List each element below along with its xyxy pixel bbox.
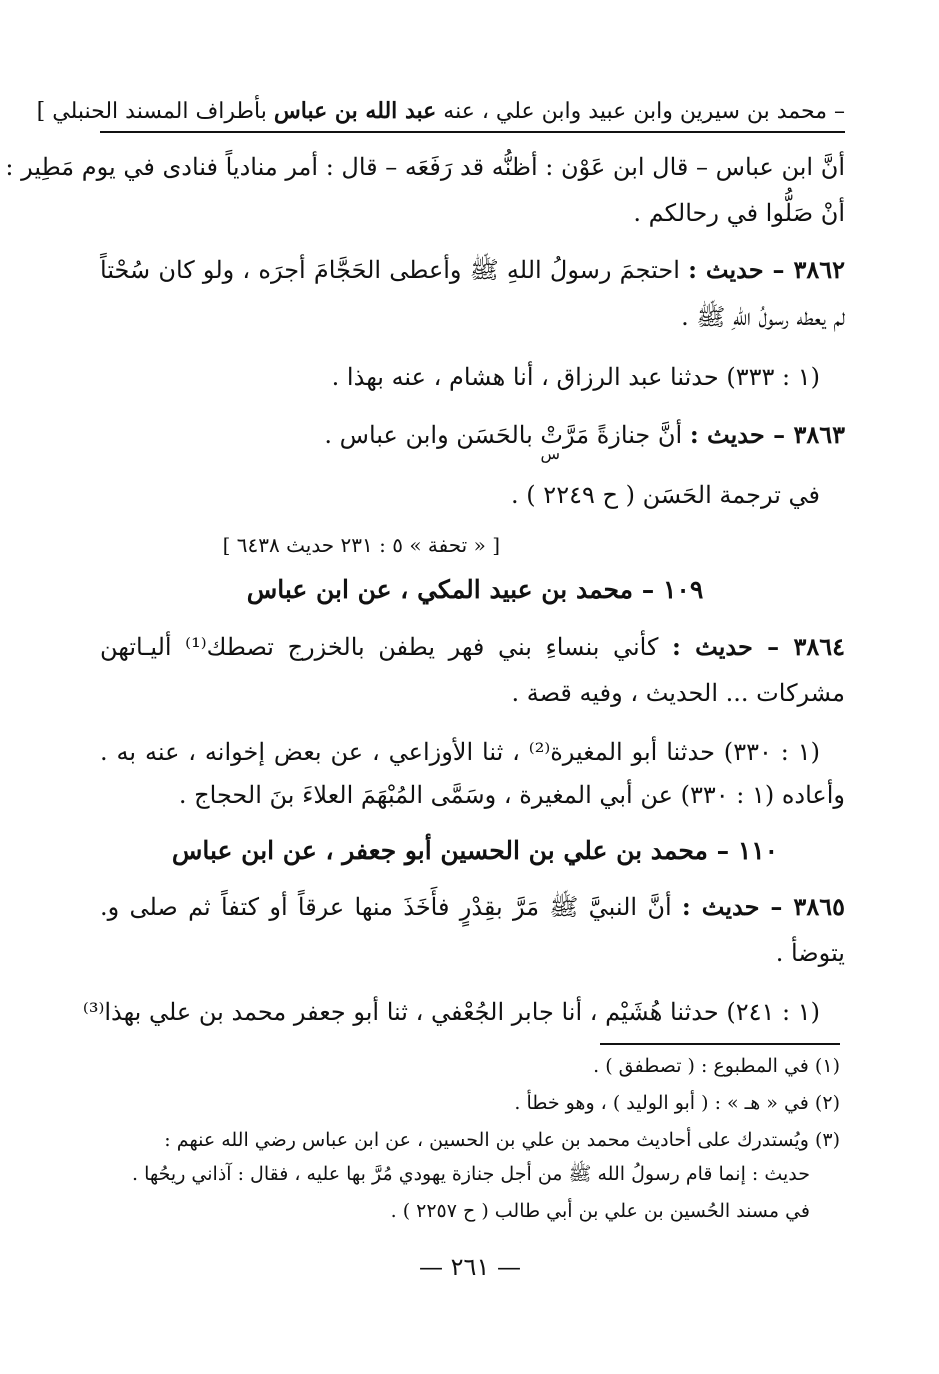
footnote-3-hadith: حديث : إنما قام رسولُ الله ﷺ من أجل جنازة يهودي مُرَّ بها عليه ، فقال : آذاني ريحُها .	[132, 1163, 810, 1185]
isnad-line: (١ : ٢٤١) حدثنا هُشَيْم ، أنا جابر الجُعْفي ، ثنا أبو جعفر محمد بن علي بهذا⁽³⁾	[82, 998, 820, 1026]
hadith-text: أنَّ جنازةً مَرَّتْ بالحَسَن وابن عباس .	[324, 421, 683, 449]
text-line: أنْ صَلُّوا في رحالكم .	[633, 199, 845, 227]
text-line: لم يعطه رسولُ اللهِ ﷺ .	[681, 303, 845, 331]
header-right: – محمد بن سيرين وابن عبيد وابن علي ، عنه	[443, 99, 845, 124]
siglum-mark: س	[540, 444, 560, 463]
footnote-3-reference: في مسند الحُسين بن علي بن أبي طالب ( ح ٢٢٥٧ ) .	[390, 1200, 810, 1222]
hadith-3862	[100, 253, 845, 287]
text-line: وأعاده (١ : ٣٣٠) عن أبي المغيرة ، وسَمَّى المُبْهَمَ العلاءَ بنَ الحجاج .	[178, 781, 845, 809]
tuhfa-reference: [ « تحفة » ٥ : ٢٣١ حديث ٦٤٣٨ ]	[222, 533, 500, 557]
hadith-text: كأني بنساءِ بني فهر يطفن بالخزرج تصطك⁽¹⁾ أليـاتهن	[100, 633, 659, 661]
hadith-text: أنَّ النبيَّ ﷺ مَرَّ بقِدْرٍ فأَخَذَ منها عرقاً أو كتفاً ثم صلى و.	[100, 893, 672, 921]
text-line: أنَّ ابن عباس – قال ابن عَوْن : أظنُّه قد رَفَعَه – قال : أمر منادياً فنادى في يوم مَطِير :	[5, 153, 845, 181]
footnote-rule	[600, 1043, 840, 1045]
page-number: — ٢٦١ —	[419, 1253, 521, 1281]
isnad-line: (١ : ٣٣٣) حدثنا عبد الرزاق ، أنا هشام ، عنه بهذا .	[331, 363, 820, 391]
hadith-3865	[100, 890, 845, 924]
hadith-number: ٣٨٦٥ – حديث :	[681, 892, 845, 921]
footnote-1: (١) في المطبوع : ( تصطفق ) .	[593, 1055, 840, 1077]
text-line: في ترجمة الحَسَن ( ح ٢٢٤٩ ) .	[511, 481, 820, 509]
text-line: يتوضأ .	[775, 939, 845, 967]
section-heading-109: ١٠٩ – محمد بن عبيد المكي ، عن ابن عباس	[246, 575, 704, 604]
header-left: بأطراف المسند الحنبلي ]	[36, 99, 267, 124]
header-rule	[100, 131, 845, 133]
isnad-line: (١ : ٣٣٠) حدثنا أبو المغيرة⁽²⁾ ، ثنا الأوزاعي ، عن بعض إخوانه ، عنه به .	[100, 738, 820, 766]
hadith-number: ٣٨٦٤ – حديث :	[671, 632, 845, 661]
running-header	[36, 94, 845, 129]
footnote-3: (٣) ويُستدرك على أحاديث محمد بن علي بن الحسين ، عن ابن عباس رضي الله عنهم :	[164, 1129, 840, 1151]
hadith-number: ٣٨٦٣ – حديث :	[689, 420, 845, 449]
text-line: مشركات ... الحديث ، وفيه قصة .	[511, 679, 845, 707]
hadith-text: احتجمَ رسولُ اللهِ ﷺ وأعطى الحَجَّامَ أجرَه ، ولو كان سُحْتاً	[100, 256, 680, 284]
hadith-number: ٣٨٦٢ – حديث :	[688, 255, 845, 284]
header-title: عبد الله بن عباس	[273, 98, 437, 124]
hadith-3864	[100, 630, 845, 664]
footnote-2: (٢) في « هـ » : ( أبو الوليد ) ، وهو خطأ .	[514, 1092, 840, 1114]
section-heading-110: ١١٠ – محمد بن علي بن الحسين أبو جعفر ، عن ابن عباس	[171, 836, 779, 865]
